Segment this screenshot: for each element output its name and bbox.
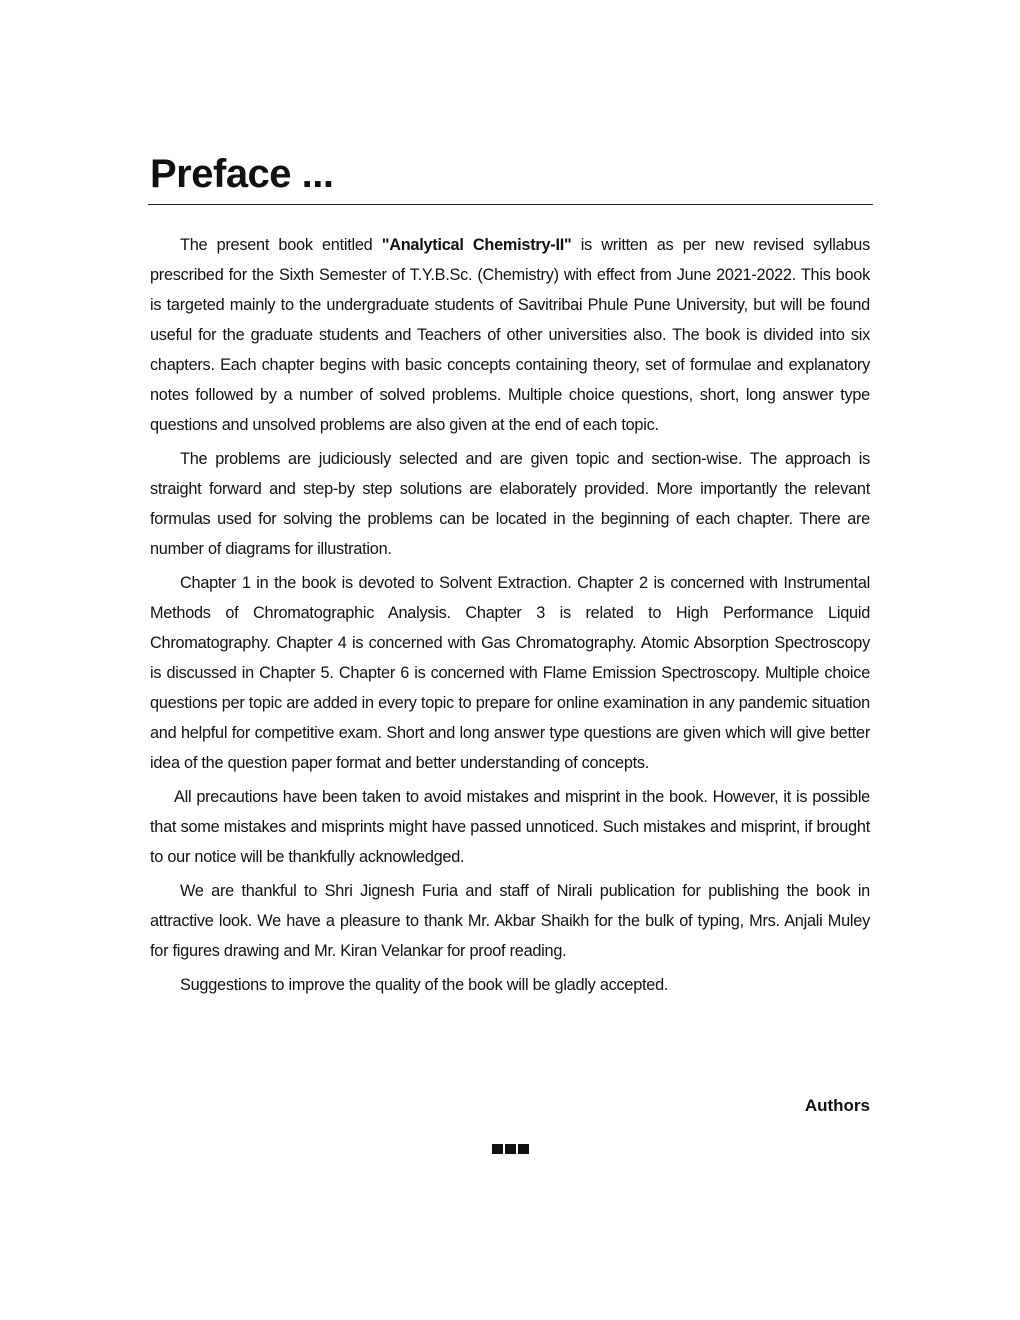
paragraph-problems: The problems are judiciously selected and are given topic and section-wise. The approach is straight forward and step-by step solutions are elaborately provided. More importantly the relevant formulas used for solving the problems can be located in the beginning of each chapter. There are number of diagrams for illustration. (150, 450, 870, 558)
preface-body (150, 230, 870, 1004)
intro-text-cont: is written as per new revised syllabus prescribed for the Sixth Semester of T.Y.B.Sc. (Chemistry) with effect from June 2021-2022. This book is targeted mainly to the undergraduate students of Savitribai Phule Pune University, but will be found useful for the graduate students and Teachers of other universities also. The book is divided into six chapters. Each chapter begins with basic concepts containing theory, set of formulae and explanatory notes followed by a number of solved problems. Multiple choice questions, short, long answer type questions and unsolved problems are also given at the end of each topic. (150, 236, 870, 434)
authors-signature: Authors (804, 1096, 870, 1115)
paragraph-intro (150, 230, 870, 440)
intro-text: The present book entitled (180, 236, 382, 254)
book-title: "Analytical Chemistry-II" (381, 236, 572, 254)
paragraph-suggestions: Suggestions to improve the quality of the book will be gladly accepted. (180, 976, 669, 994)
end-mark-icon (492, 1144, 529, 1154)
paragraph-chapters: Chapter 1 in the book is devoted to Solvent Extraction. Chapter 2 is concerned with Instrumental Methods of Chromatographic Analysis. Chapter 3 is related to High Performance Liquid Chromatography. Chapter 4 is concerned with Gas Chromatography. Atomic Absorption Spectroscopy is discussed in Chapter 5. Chapter 6 is concerned with Flame Emission Spectroscopy. Multiple choice questions per topic are added in every topic to prepare for online examination in any pandemic situation and helpful for competitive exam. Short and long answer type questions are given which will give better idea of the question paper format and better understanding of concepts. (150, 574, 870, 772)
title-divider (148, 204, 873, 205)
paragraph-precautions: All precautions have been taken to avoid mistakes and misprint in the book. However, it is possible that some mistakes and misprints might have passed unnoticed. Such mistakes and misprint, if brought to our notice will be thankfully acknowledged. (150, 788, 870, 866)
paragraph-thanks: We are thankful to Shri Jignesh Furia and staff of Nirali publication for publishing the book in attractive look. We have a pleasure to thank Mr. Akbar Shaikh for the bulk of typing, Mrs. Anjali Muley for figures drawing and Mr. Kiran Velankar for proof reading. (150, 882, 870, 960)
page-title: Preface ... (150, 152, 334, 196)
